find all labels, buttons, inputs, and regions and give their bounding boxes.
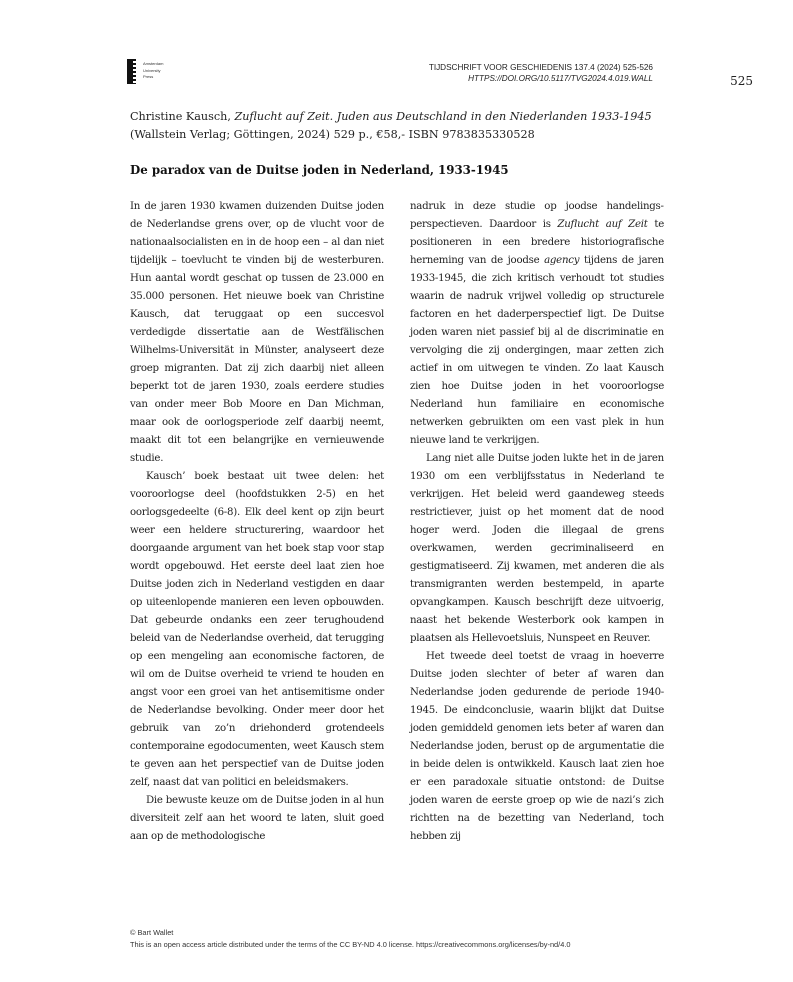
doi-link[interactable]: HTTPS://DOI.ORG/10.5117/TVG2024.4.019.WALL	[468, 74, 653, 83]
book-title: Zuflucht auf Zeit. Juden aus Deutschland in den Niederlanden 1933-1945	[234, 110, 652, 123]
page-number: 525	[730, 74, 753, 88]
emphasis-book-title: Zuflucht auf Zeit	[557, 219, 648, 230]
paragraph: Lang niet alle Duitse joden lukte het in de jaren 1930 om een verblijfsstatus in Nederland te verkrijgen. Het beleid werd gaandeweg steeds restrictiever, juist op het moment dat de nood hoger werd. Joden die illegaal de grens overkwamen, werden gecriminaliseerd en gestigmatiseerd. Zij kwamen, met anderen die als transmigranten werden bestempeld, in aparte opvangkampen. Kausch beschrijft deze uitvoerig, naast het bekende Westerbork ook kampen in plaatsen als Hellevoetsluis, Nunspeet en Reuver.	[410, 453, 664, 644]
paragraph: In de jaren 1930 kwamen duizenden Duitse joden de Nederlandse grens over, op de vlucht voor de nationaalsocialisten en in de hoop een – al dan niet tijdelijk – toevlucht te vinden bij de westerburen. Hun aantal wordt geschat op tussen de 23.000 en 35.000 personen. Het nieuwe boek van Christine Kausch, dat teruggaat op een succesvol verdedigde dissertatie aan de Westfälischen Wilhelms-Universität in Münster, analyseert deze groep migranten. Dat zij zich daarbij niet alleen beperkt tot de jaren 1930, zoals eerdere studies van onder meer Bob Moore en Dan Michman, maar ook de oorlogsperiode zelf daarbij neemt, maakt dit tot een belangrijke en vernieuwende studie.	[130, 201, 384, 464]
emphasis-agency: agency	[544, 255, 580, 266]
journal-citation: TIJDSCHRIFT VOOR GESCHIEDENIS 137.4 (2024) 525-526	[428, 63, 653, 72]
book-citation	[130, 108, 670, 144]
copyright: © Bart Wallet	[130, 928, 174, 937]
aup-logo-icon	[127, 59, 134, 84]
paragraph: Het tweede deel toetst de vraag in hoeverre Duitse joden slechter of beter af waren dan Nederlandse joden gedurende de periode 1940-1945. De eindconclusie, waarin blijkt dat Duitse joden gemiddeld genomen iets beter af waren dan Nederlandse joden, berust op de argumentatie die in beide delen is ontwikkeld. Kausch laat zien hoe er een paradoxale situatie ontstond: de Duitse joden waren de eerste groep op wie de nazi’s zich richtten na de bezetting van Nederland, toch hebben zij	[410, 651, 664, 842]
page-footer	[130, 927, 571, 951]
body-column-right	[410, 198, 664, 846]
paragraph: Kausch’ boek bestaat uit twee delen: het vooroorlogse deel (hoofdstukken 2-5) en het oorlogsgedeelte (6-8). Elk deel kent op zijn beurt weer een heldere structurering, waardoor het doorgaande argument van het boek stap voor stap wordt opgebouwd. Het eerste deel laat zien hoe Duitse joden zich in Nederland vestigden en daar op uiteenlopende manieren een leven opbouwden. Dat gebeurde ondanks een zeer terughoudend beleid van de Nederlandse overheid, dat terugging op een mengeling aan economische factoren, de wil om de Duitse overheid te vriend te houden en angst voor een groei van het antisemitisme onder de Nederlandse bevolking. Onder meer door het gebruik van zo’n driehonderd grotendeels contemporaine egodocumenten, weet Kausch stem te geven aan het perspectief van de Duitse joden zelf, naast dat van politici en beleidsmakers.	[130, 471, 384, 788]
body-column-left	[130, 198, 384, 846]
book-publication: (Wallstein Verlag; Göttingen, 2024) 529 p., €58,- ISBN 9783835330528	[130, 128, 535, 141]
book-author: Christine Kausch,	[130, 110, 235, 123]
license-notice: This is an open access article distributed under the terms of the CC BY-ND 4.0 license. https://creativecommons.org/licenses/by-nd/4.0	[130, 940, 571, 949]
paragraph: nadruk in deze studie op joodse handelingsperspectieven. Daardoor is Zuflucht auf Zeit te positioneren in een bredere historiografische herneming van de joodse agency tijdens de jaren 1933-1945, die zich kritisch verhoudt tot studies waarin de nadruk vrijwel volledig op structurele factoren en het daderperspectief ligt. De Duitse joden waren niet passief bij al de discriminatie en vervolging die zij ondergingen, maar zetten zich actief in om uitwegen te vinden. Zo laat Kausch zien hoe Duitse joden in het vooroorlogse Nederland hun familiaire en economische netwerken gebruikten om een vast plek in hun nieuwe land te verkrijgen.	[410, 201, 664, 446]
review-heading: De paradox van de Duitse joden in Nederland, 1933-1945	[130, 163, 509, 177]
running-header	[429, 62, 653, 84]
publisher-name: Amsterdam University Press	[143, 61, 164, 79]
paragraph: Die bewuste keuze om de Duitse joden in al hun diversiteit zelf aan het woord te laten, sluit goed aan op de methodologische	[130, 795, 384, 842]
publisher-logo	[127, 59, 163, 84]
